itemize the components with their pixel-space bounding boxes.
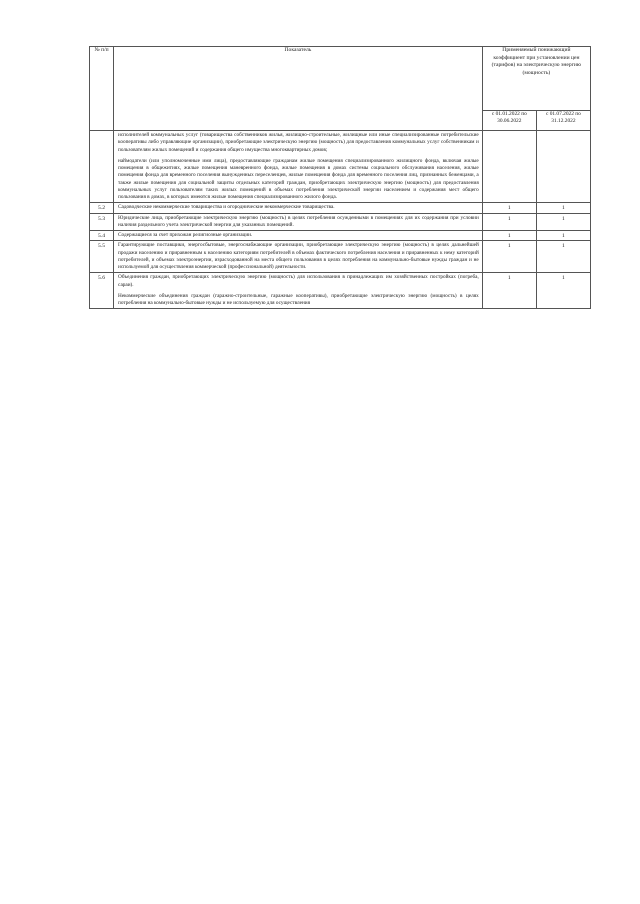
indicator-paragraph: Некоммерческие объединения граждан (гаражно-строительные, гаражные кооперативы), приобретающие электрическую энергию (мощность) в целях потребления на коммунально-бытовые нужды и не используемую для осуществления xyxy=(118,292,479,306)
table-row xyxy=(90,241,591,273)
header-indicator: Показатель xyxy=(114,47,483,131)
row-indicator xyxy=(114,203,483,213)
row-number: 5.2 xyxy=(90,203,114,213)
indicator-paragraph: наймодатели (или уполномоченные ими лица), предоставляющие гражданам жилые помещения специализированного жилищного фонда, включая жилые помещения в общежитиях, жилые помещения маневренного фонда, жилые помещения в домах системы социального обслуживания населения, жилые помещения фонда для временного поселения вынужденных переселенцев, жилые помещения фонда для временного поселения лиц, признанных беженцами, а также жилые помещения для социальной защиты отдельных категорий граждан, приобретающих электрическую энергию (мощность) для предоставления коммунальных услуг пользователям таких жилых помещений в объемах потребления электрической энергии населением и содержания мест общего пользования в домах, в которых имеются жилые помещения специализированного жилого фонда. xyxy=(118,157,479,200)
row-number: 5.6 xyxy=(90,273,114,309)
row-number: 5.5 xyxy=(90,241,114,273)
row-value-period-2: 1 xyxy=(536,273,590,309)
header-period-2: с 01.07.2022 по 31.12.2022 xyxy=(536,111,590,131)
row-indicator xyxy=(114,241,483,273)
tariff-table xyxy=(89,46,591,309)
row-indicator xyxy=(114,213,483,231)
row-value-period-1: 1 xyxy=(482,203,536,213)
row-value-period-2 xyxy=(536,131,590,203)
row-number xyxy=(90,131,114,203)
table-header-row xyxy=(90,47,591,111)
table-row xyxy=(90,203,591,213)
row-indicator xyxy=(114,131,483,203)
row-value-period-1 xyxy=(482,131,536,203)
table-row xyxy=(90,131,591,203)
row-value-period-1: 1 xyxy=(482,213,536,231)
indicator-paragraph: исполнителей коммунальных услуг (товарищества собственников жилья, жилищно-строительные, жилищные или иные специализированные потребительские кооперативы либо управляющие организации), приобретающие электрическую энергию (мощность) для предоставления коммунальных услуг собственникам и пользователям жилых помещений и содержания общего имущества многоквартирных домов; xyxy=(118,132,479,153)
row-indicator xyxy=(114,231,483,241)
row-value-period-2: 1 xyxy=(536,231,590,241)
row-value-period-1: 1 xyxy=(482,273,536,309)
indicator-paragraph: Садоводческие некоммерческие товарищества и огороднические некоммерческие товарищества. xyxy=(118,204,335,211)
row-value-period-2: 1 xyxy=(536,241,590,273)
header-num: № п/п xyxy=(90,47,114,131)
row-number: 5.3 xyxy=(90,213,114,231)
header-coefficient: Применяемый понижающий коэффициент при установлении цен (тарифов) на электрическую энергию (мощность) xyxy=(482,47,590,111)
row-value-period-2: 1 xyxy=(536,213,590,231)
row-value-period-2: 1 xyxy=(536,203,590,213)
indicator-paragraph: Гарантирующие поставщики, энергосбытовые, энергоснабжающие организации, приобретающие электрическую энергию (мощность) в целях дальнейшей продажи населению и приравненным к населению категориям потребителей в объемах фактического потребления населения и приравненных к нему категорий потребителей, и объемах электроэнергии, израсходованной на места общего пользования в целях потребления на коммунально-бытовые нужды граждан и не используемой для осуществления коммерческой (профессиональной) деятельности. xyxy=(118,242,479,270)
table-row xyxy=(90,273,591,309)
indicator-paragraph: Юридические лица, приобретающие электрическую энергию (мощность) в целях потребления осужденными в помещениях для их содержания при условии наличия раздельного учета электрической энергии для указанных помещений. xyxy=(118,214,479,228)
row-number: 5.4 xyxy=(90,231,114,241)
table-row xyxy=(90,231,591,241)
row-value-period-1: 1 xyxy=(482,241,536,273)
row-value-period-1: 1 xyxy=(482,231,536,241)
row-indicator xyxy=(114,273,483,309)
indicator-paragraph: Содержащиеся за счет прихожан религиозные организации. xyxy=(118,232,253,238)
indicator-paragraph: Объединения граждан, приобретающих электрическую энергию (мощность) для использования в принадлежащих им хозяйственных постройках (погреба, сараи). xyxy=(118,274,479,288)
header-period-1: с 01.01.2022 по 30.06.2022 xyxy=(482,111,536,131)
table-row xyxy=(90,213,591,231)
